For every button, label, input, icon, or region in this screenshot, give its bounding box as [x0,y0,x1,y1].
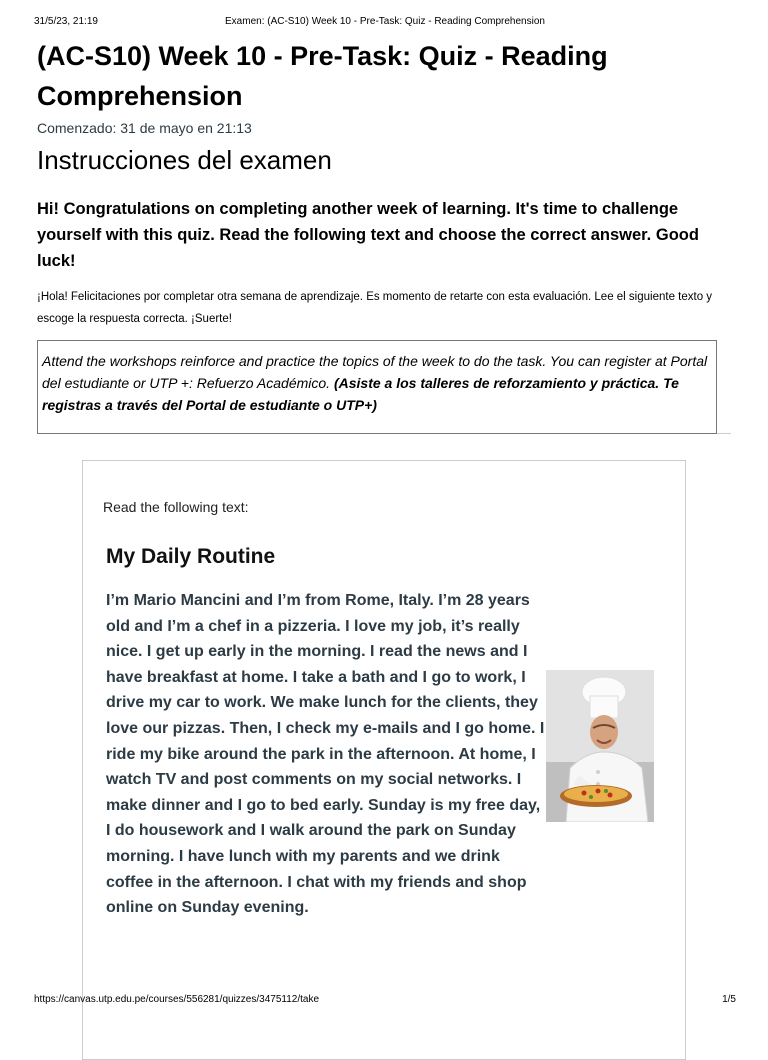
workshop-notice [37,340,717,434]
print-footer [34,994,736,1008]
intro-english: Hi! Congratulations on completing another week of learning. It's time to challenge yourself with this quiz. Read the following text and choose the correct answer. Good luck! [37,200,699,270]
started-timestamp: Comenzado: 31 de mayo en 21:13 [37,120,252,136]
print-page-title: Examen: (AC-S10) Week 10 - Pre-Task: Quiz - Reading Comprehension [225,16,545,27]
divider [717,433,731,434]
print-header [34,16,736,30]
notice-spanish: (Asiste a los talleres de reforzamiento y práctica. Te registras a través del Portal de estudiante o UTP+) [42,375,679,413]
story-title: My Daily Routine [106,545,276,568]
chef-illustration [546,670,654,822]
instructions-heading: Instrucciones del examen [37,145,332,175]
print-page-number: 1/5 [722,994,736,1005]
chef-photo [546,670,654,822]
notice-english: Attend the workshops reinforce and practice the topics of the week to do the task. You can register at Portal del estudiante or UTP +: Refuerzo Académico. [42,353,708,391]
print-date: 31/5/23, 21:19 [34,16,98,27]
page-title: (AC-S10) Week 10 - Pre-Task: Quiz - Reading Comprehension [37,41,608,111]
question-card [82,460,686,1060]
question-prompt: Read the following text: [103,499,249,515]
print-url: https://canvas.utp.edu.pe/courses/556281/quizzes/3475112/take [34,994,320,1005]
story-text: I’m Mario Mancini and I’m from Rome, Italy. I’m 28 years old and I’m a chef in a pizzeria. I love my job, it’s really nice. I get up early in the morning. I read the news and I have breakfast at home. I take a bath and I go to work, I drive my car to work. We make lunch for the clients, they love our pizzas. Then, I check my e-mails and I go home. I ride my bike around the park in the afternoon. At home, I watch TV and post comments on my social networks. I make dinner and I go to bed early. Sunday is my free day, I do housework and I walk around the park on Sunday morning. I have lunch with my parents and we drink coffee in the afternoon. I chat with my friends and shop online on Sunday evening. [106,592,545,917]
intro-spanish: ¡Hola! Felicitaciones por completar otra semana de aprendizaje. Es momento de retarte con esta evaluación. Lee el siguiente texto y escoge la respuesta correcta. ¡Suerte! [37,291,713,325]
